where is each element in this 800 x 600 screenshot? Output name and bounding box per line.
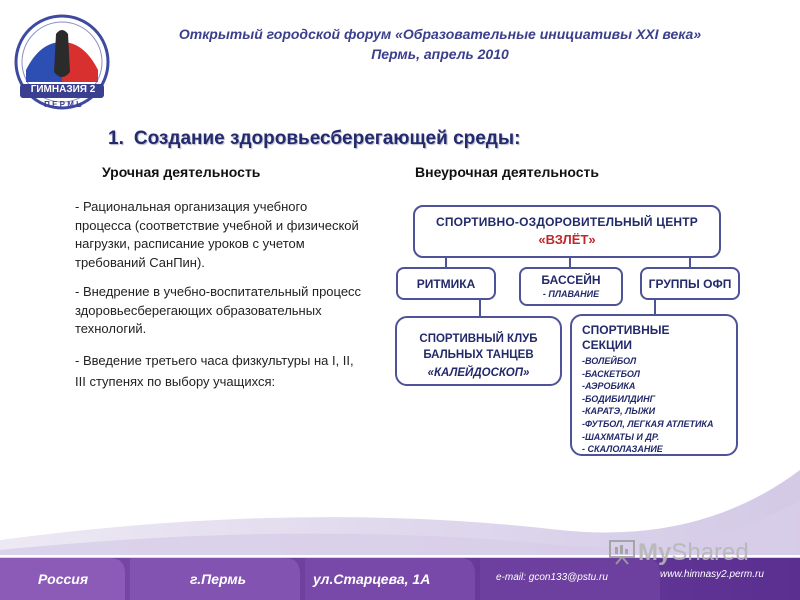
footer-website-link[interactable]: www.himnasy2.perm.ru — [660, 569, 764, 580]
footer-city: г.Пермь — [190, 571, 247, 587]
paragraph-technologies: - Внедрение в учебно-воспитательный процесс здоровьесберегающих образовательных технологий. — [75, 284, 362, 336]
pool-box — [519, 267, 623, 306]
sports-center-title: СПОРТИВНО-ОЗДОРОВИТЕЛЬНЫЙ ЦЕНТР — [435, 215, 698, 229]
dance-club-box — [395, 316, 562, 386]
sport-sections-title2: СЕКЦИИ — [582, 338, 633, 352]
logo-name: ГИМНАЗИЯ 2 — [30, 84, 96, 95]
paragraph-pe-hour: - Введение третьего часа физкультуры на I, II, III ступенях по выбору учащихся: — [75, 352, 354, 389]
footer-email-link[interactable]: e-mail: gcon133@pstu.ru — [496, 572, 608, 583]
footer-street: ул.Старцева, 1А — [313, 571, 431, 587]
watermark-my: My — [638, 539, 672, 566]
myshared-watermark — [608, 537, 749, 567]
forum-title: Открытый городской форум «Образовательные инициативы XXI века» — [178, 26, 702, 42]
right-column-title: Внеурочная деятельность — [415, 164, 600, 180]
list-item: -ШАХМАТЫ И ДР. — [582, 431, 660, 442]
pool-subtitle: - ПЛАВАНИЕ — [542, 289, 600, 299]
list-item: -ВОЛЕЙБОЛ — [582, 356, 637, 366]
sport-sections-list — [582, 355, 736, 456]
sport-sections-title1: СПОРТИВНЫЕ — [582, 323, 670, 337]
list-item: - СКАЛОЛАЗАНИЕ — [582, 444, 663, 455]
footer-country: Россия — [38, 571, 89, 587]
list-item: -БАСКЕТБОЛ — [582, 368, 640, 379]
list-item: -ФУТБОЛ, ЛЕГКАЯ АТЛЕТИКА — [582, 418, 714, 429]
list-item: -КАРАТЭ, ЛЫЖИ — [582, 406, 656, 417]
sport-sections-title — [582, 323, 736, 353]
forum-date: Пермь, апрель 2010 — [371, 46, 509, 62]
dance-club-name: «КАЛЕЙДОСКОП» — [427, 367, 530, 379]
pool-title: БАССЕЙН — [541, 273, 601, 287]
logo-city: П Е Р М Ь — [44, 100, 82, 109]
list-item: -БОДИБИЛДИНГ — [582, 393, 656, 404]
rhythmics-box: РИТМИКА — [396, 267, 496, 300]
paragraph-schedule: - Рациональная организация учебного процесса (соответствие учебной и физической нагрузки, расписание уроков с учетом требований СанПин). — [75, 199, 359, 270]
sports-center-name: «ВЗЛЁТ» — [538, 232, 596, 247]
section-number: 1. — [108, 128, 124, 149]
forum-header — [120, 24, 760, 64]
lesson-activity-text — [75, 198, 365, 403]
list-item: -АЭРОБИКА — [582, 381, 636, 392]
section-heading — [108, 128, 520, 150]
left-column-title: Урочная деятельность — [102, 164, 261, 180]
dance-club-line2: БАЛЬНЫХ ТАНЦЕВ — [423, 349, 534, 361]
section-title: Создание здоровьесберегающей среды: — [133, 128, 521, 149]
dance-club-line1: СПОРТИВНЫЙ КЛУБ — [419, 333, 538, 345]
watermark-shared: Shared — [671, 539, 749, 566]
sports-center-box — [413, 205, 721, 258]
presentation-icon — [608, 537, 636, 565]
sport-sections-box — [570, 314, 738, 456]
ofp-groups-box: ГРУППЫ ОФП — [640, 267, 740, 300]
